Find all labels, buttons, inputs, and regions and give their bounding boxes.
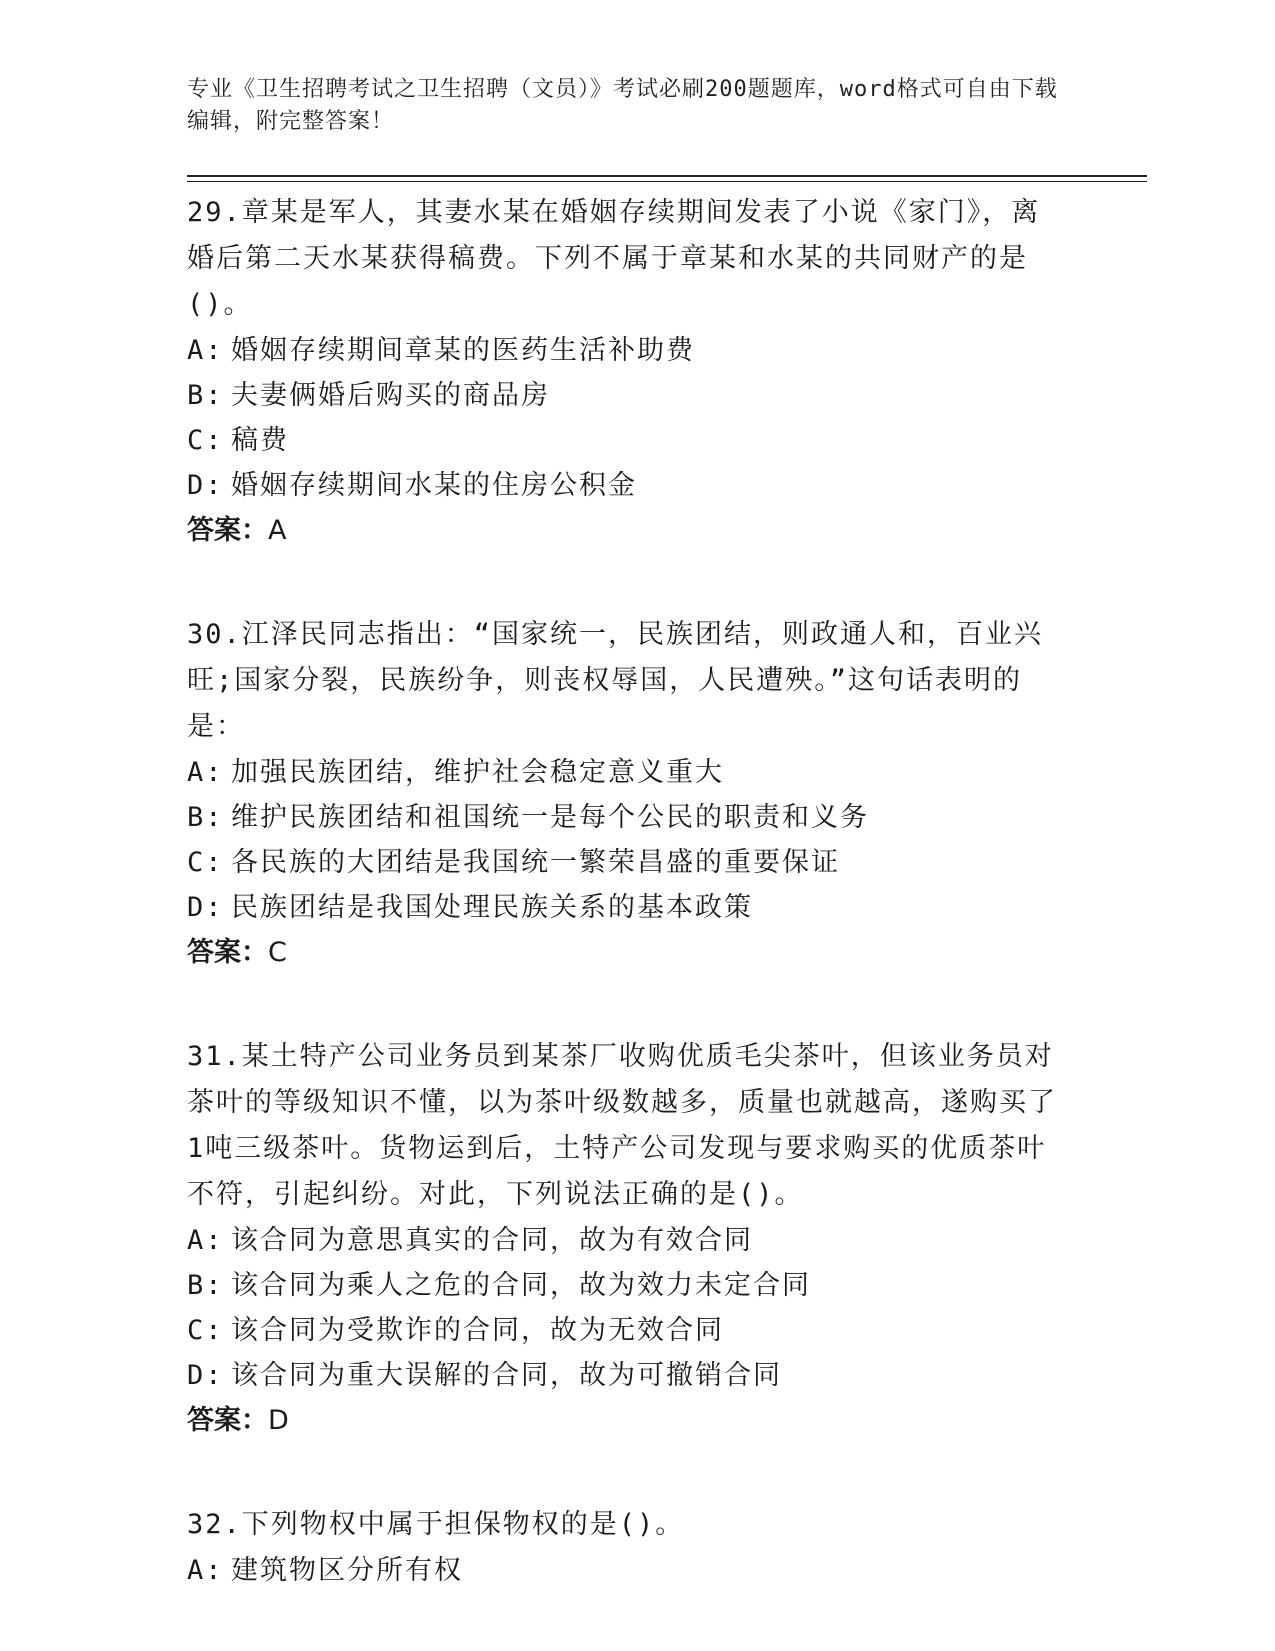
answer-line — [187, 508, 1067, 554]
option-d — [187, 1353, 1067, 1398]
option-key: C: — [187, 847, 224, 878]
question-stem: 30.江泽民同志指出：“国家统一，民族团结，则政通人和，百业兴旺;国家分裂，民族纷争，则丧权辱国，人民遭殃。”这句话表明的是： — [187, 619, 1044, 742]
option-key: C: — [187, 425, 224, 456]
answer-value: C — [268, 937, 287, 968]
header-divider-thin — [187, 181, 1147, 182]
option-text: 各民族的大团结是我国统一繁荣昌盛的重要保证 — [231, 847, 840, 878]
option-text: 夫妻俩婚后购买的商品房 — [231, 380, 550, 411]
option-key: C: — [187, 1315, 224, 1346]
answer-label: 答案： — [187, 515, 268, 546]
option-key: D: — [187, 1360, 224, 1391]
option-key: A: — [187, 1225, 224, 1256]
option-a — [187, 328, 1067, 373]
question-32 — [187, 1502, 1067, 1593]
answer-line — [187, 1398, 1067, 1444]
option-text: 婚姻存续期间章某的医药生活补助费 — [231, 335, 695, 366]
document-header: 专业《卫生招聘考试之卫生招聘（文员）》考试必刷200题题库，word格式可自由下载编辑，附完整答案！ — [187, 77, 1058, 134]
option-c — [187, 840, 1067, 885]
option-text: 该合同为受欺诈的合同，故为无效合同 — [231, 1315, 724, 1346]
question-stem: 31.某土特产公司业务员到某茶厂收购优质毛尖茶叶，但该业务员对茶叶的等级知识不懂，以为茶叶级数越多，质量也就越高，遂购买了1吨三级茶叶。货物运到后，土特产公司发现与要求购买的优质茶叶不符，引起纠纷。对此，下列说法正确的是()。 — [187, 1041, 1057, 1210]
option-text: 该合同为重大误解的合同，故为可撤销合同 — [231, 1360, 782, 1391]
question-list — [187, 190, 1067, 1651]
answer-line — [187, 930, 1067, 976]
option-a — [187, 750, 1067, 795]
option-b — [187, 1263, 1067, 1308]
answer-label: 答案： — [187, 937, 268, 968]
option-text: 加强民族团结，维护社会稳定意义重大 — [231, 757, 724, 788]
option-a — [187, 1218, 1067, 1263]
option-text: 稿费 — [231, 425, 289, 456]
option-key: A: — [187, 757, 224, 788]
option-text: 该合同为意思真实的合同，故为有效合同 — [231, 1225, 753, 1256]
question-stem: 29.章某是军人，其妻水某在婚姻存续期间发表了小说《家门》，离婚后第二天水某获得稿费。下列不属于章某和水某的共同财产的是()。 — [187, 197, 1041, 320]
option-key: D: — [187, 892, 224, 923]
option-d — [187, 463, 1067, 508]
answer-value: D — [268, 1405, 289, 1436]
question-31 — [187, 1034, 1067, 1444]
option-text: 维护民族团结和祖国统一是每个公民的职责和义务 — [231, 802, 869, 833]
option-a — [187, 1548, 1067, 1593]
option-b — [187, 795, 1067, 840]
option-key: A: — [187, 335, 224, 366]
option-text: 建筑物区分所有权 — [231, 1555, 463, 1586]
option-text: 该合同为乘人之危的合同，故为效力未定合同 — [231, 1270, 811, 1301]
header-divider — [187, 175, 1147, 177]
option-text: 民族团结是我国处理民族关系的基本政策 — [231, 892, 753, 923]
option-key: B: — [187, 802, 224, 833]
question-29 — [187, 190, 1067, 554]
answer-label: 答案： — [187, 1405, 268, 1436]
option-b — [187, 373, 1067, 418]
option-d — [187, 885, 1067, 930]
answer-value: A — [268, 515, 287, 546]
option-key: B: — [187, 1270, 224, 1301]
option-text: 婚姻存续期间水某的住房公积金 — [231, 470, 637, 501]
option-key: B: — [187, 380, 224, 411]
option-c — [187, 1308, 1067, 1353]
option-c — [187, 418, 1067, 463]
question-30 — [187, 612, 1067, 976]
question-stem: 32.下列物权中属于担保物权的是()。 — [187, 1509, 685, 1540]
option-key: A: — [187, 1555, 224, 1586]
option-key: D: — [187, 470, 224, 501]
